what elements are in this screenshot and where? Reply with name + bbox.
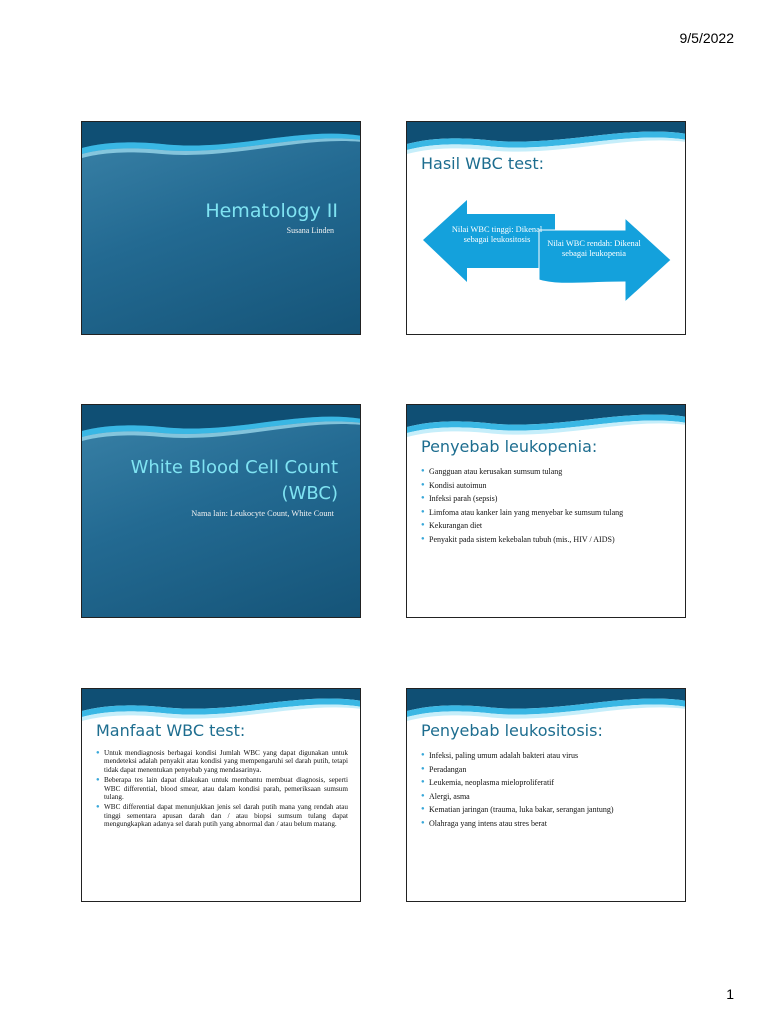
slide-1-title	[81, 121, 361, 335]
list-item: ● Kematian jaringan (trauma, luka bakar, serangan jantung)	[421, 805, 673, 815]
arrow-left-label: Nilai WBC tinggi: Dikenal sebagai leukositosis	[451, 225, 543, 244]
header-wave	[82, 405, 361, 449]
list-item: ● Kondisi autoimun	[421, 481, 673, 491]
list-item: ● Leukemia, neoplasma mieloproliferatif	[421, 778, 673, 788]
header-wave	[82, 122, 361, 166]
list-item: ● WBC differential dapat menunjukkan jenis sel darah putih mana yang rendah atau tinggi sementara apusan darah dan / atau biopsi sumsum tulang dapat mengungkapkan adanya sel darah putih yang abnormal dan / atau belum matang.	[96, 803, 348, 828]
list-item: ● Penyakit pada sistem kekebalan tubuh (mis., HIV / AIDS)	[421, 535, 673, 545]
slide-title: Penyebab leukositosis:	[421, 721, 603, 740]
slide-title	[82, 455, 338, 507]
page-date: 9/5/2022	[679, 30, 734, 46]
list-item: ● Peradangan	[421, 765, 673, 775]
list-item: ● Beberapa tes lain dapat dilakukan untuk membantu membuat diagnosis, seperti WBC differential, blood smear, atau dalam kondisi parah, pemeriksaan sumsum tulang.	[96, 776, 348, 801]
right-arrow-shape	[539, 218, 671, 302]
page-number: 1	[726, 986, 734, 1002]
slide-title: Hematology II	[205, 200, 338, 222]
list-item: ● Kekurangan diet	[421, 521, 673, 531]
slide-6-leukositosis	[406, 688, 686, 902]
list-item: ● Olahraga yang intens atau stres berat	[421, 819, 673, 829]
title-line-1: White Blood Cell Count	[130, 457, 338, 478]
bullet-list	[421, 467, 673, 549]
list-item: ● Gangguan atau kerusakan sumsum tulang	[421, 467, 673, 477]
slide-3-wbc	[81, 404, 361, 618]
list-item: ● Limfoma atau kanker lain yang menyebar ke sumsum tulang	[421, 508, 673, 518]
arrow-right-label: Nilai WBC rendah: Dikenal sebagai leukopenia	[547, 239, 641, 258]
slide-2-hasil	[406, 121, 686, 335]
list-item: ● Alergi, asma	[421, 792, 673, 802]
slide-4-leukopenia	[406, 404, 686, 618]
list-item: ● Untuk mendiagnosis berbagai kondisi Jumlah WBC yang dapat digunakan untuk mendeteksi adalah penyakit atau kondisi yang mempengaruhi sel darah putih, tetapi tidak dapat menentukan penyebab yang mendasarinya.	[96, 749, 348, 774]
list-item: ● Infeksi, paling umum adalah bakteri atau virus	[421, 751, 673, 761]
slide-subtitle: Nama lain: Leukocyte Count, White Count	[191, 509, 334, 518]
bullet-list	[96, 749, 348, 831]
slide-title: Penyebab leukopenia:	[421, 437, 598, 456]
slide-5-manfaat	[81, 688, 361, 902]
bullet-list	[421, 751, 673, 833]
list-item: ● Infeksi parah (sepsis)	[421, 494, 673, 504]
slide-subtitle: Susana Linden	[286, 226, 334, 235]
slide-title: Hasil WBC test:	[421, 154, 545, 173]
slide-title: Manfaat WBC test:	[96, 721, 246, 740]
title-line-2: (WBC)	[281, 483, 338, 504]
